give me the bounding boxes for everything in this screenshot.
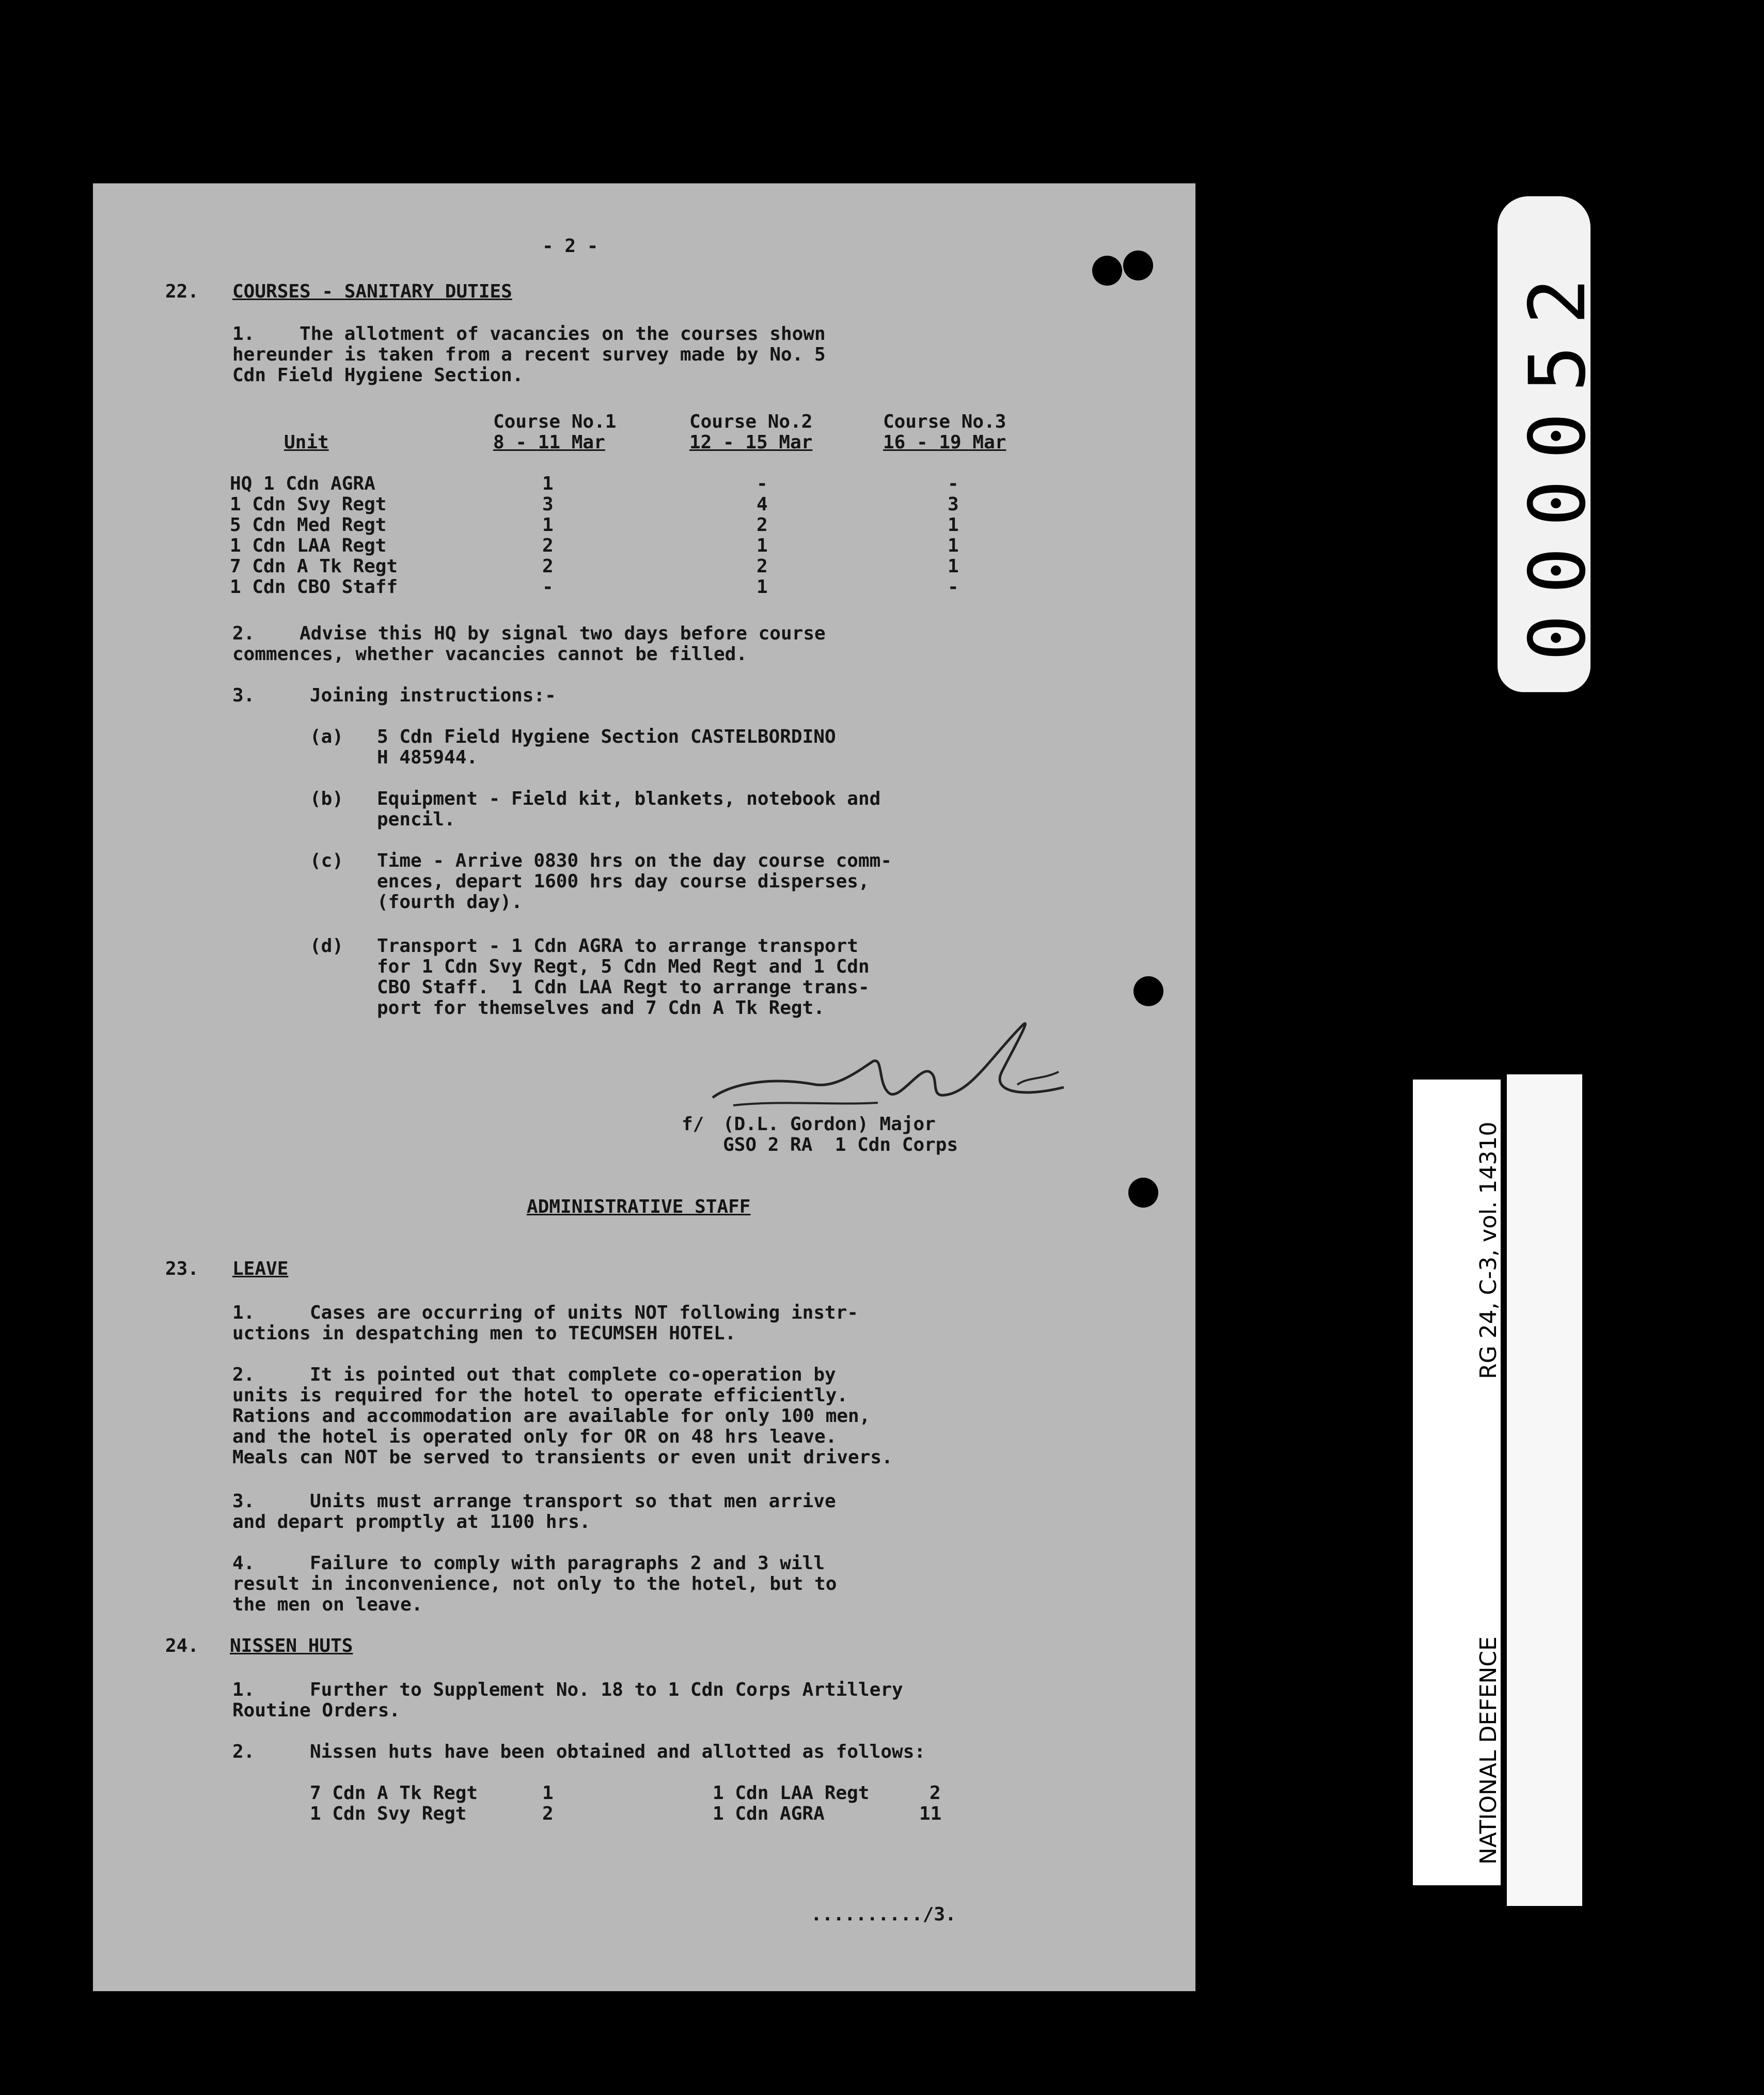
- unit-cell: 1 Cdn LAA Regt: [230, 535, 387, 556]
- item-line: Equipment - Field kit, blankets, notebook and: [377, 788, 881, 809]
- para-number: 1.: [232, 323, 255, 345]
- allot-count: 2: [930, 1783, 941, 1804]
- item-line: Transport - 1 Cdn AGRA to arrange transport: [377, 935, 858, 957]
- para-line: Nissen huts have been obtained and allotted as follows:: [310, 1741, 926, 1762]
- item-label: (b): [310, 788, 344, 809]
- course-2-cell: 1: [757, 535, 768, 556]
- allot-unit: 1 Cdn LAA Regt: [713, 1783, 870, 1804]
- para-line: Units must arrange transport so that men arrive: [310, 1491, 836, 1512]
- section-23-number: 23.: [165, 1258, 199, 1279]
- para-line: uctions in despatching men to TECUMSEH HOTEL.: [232, 1323, 736, 1344]
- course-2-cell: 2: [757, 514, 768, 536]
- para-number: 3.: [232, 685, 255, 706]
- page-number: - 2 -: [542, 236, 598, 257]
- section-23-heading: LEAVE: [232, 1258, 289, 1279]
- course-2-cell: -: [757, 473, 768, 494]
- signatory-name: (D.L. Gordon) Major: [723, 1114, 936, 1135]
- unit-cell: 1 Cdn CBO Staff: [230, 576, 398, 598]
- course-3-cell: 3: [948, 494, 959, 515]
- punch-hole: [1123, 251, 1153, 280]
- para-number: 2.: [232, 1364, 255, 1385]
- course-1-cell: 2: [542, 556, 554, 577]
- para-number: 4.: [232, 1553, 255, 1574]
- item-line: for 1 Cdn Svy Regt, 5 Cdn Med Regt and 1 Cdn: [377, 956, 870, 977]
- para-number: 1.: [232, 1679, 255, 1700]
- unit-column-header: Unit: [284, 432, 329, 453]
- para-number: 2.: [232, 623, 255, 644]
- item-label: (d): [310, 935, 344, 957]
- course-3-cell: 1: [948, 514, 959, 536]
- para-line: and depart promptly at 1100 hrs.: [232, 1511, 591, 1533]
- punch-hole: [1128, 1178, 1158, 1208]
- para-line: Further to Supplement No. 18 to 1 Cdn Corps Artillery: [310, 1679, 903, 1700]
- item-line: pencil.: [377, 809, 455, 830]
- reference-stamp: [1413, 1080, 1501, 1885]
- course-3-cell: 1: [948, 556, 959, 577]
- course-1-cell: 2: [542, 535, 554, 556]
- allot-count: 1: [542, 1783, 554, 1804]
- item-line: port for themselves and 7 Cdn A Tk Regt.: [377, 997, 825, 1019]
- section-22-number: 22.: [165, 281, 199, 302]
- item-label: (a): [310, 726, 344, 747]
- unit-cell: 7 Cdn A Tk Regt: [230, 556, 398, 577]
- unit-cell: HQ 1 Cdn AGRA: [230, 473, 375, 494]
- archives-stamp: [1507, 1074, 1702, 1906]
- document-page: [93, 183, 1195, 1991]
- frame-number-label: [1498, 196, 1603, 692]
- punch-hole: [1092, 256, 1122, 286]
- para-line: Joining instructions:-: [310, 685, 556, 706]
- allot-unit: 1 Cdn Svy Regt: [310, 1803, 467, 1824]
- course-2-dates: 12 - 15 Mar: [689, 432, 813, 453]
- allot-count: 11: [919, 1803, 942, 1824]
- para-number: 2.: [232, 1741, 255, 1762]
- para-line: Meals can NOT be served to transients or even unit drivers.: [232, 1447, 893, 1468]
- para-line: hereunder is taken from a recent survey made by No. 5: [232, 344, 826, 365]
- para-line: The allotment of vacancies on the courses shown: [300, 323, 826, 345]
- department-label: NATIONAL DEFENCE: [1475, 1636, 1502, 1865]
- punch-hole: [1133, 976, 1163, 1006]
- para-line: the men on leave.: [232, 1594, 423, 1615]
- course-2-cell: 1: [757, 576, 768, 598]
- course-3-cell: -: [948, 473, 959, 494]
- allot-unit: 7 Cdn A Tk Regt: [310, 1783, 478, 1804]
- para-line: Routine Orders.: [232, 1700, 401, 1721]
- section-24-heading: NISSEN HUTS: [230, 1635, 353, 1656]
- course-1-cell: 3: [542, 494, 554, 515]
- course-1-title: Course No.1: [493, 411, 617, 432]
- course-2-cell: 4: [757, 494, 768, 515]
- para-number: 1.: [232, 1302, 255, 1323]
- item-line: Time - Arrive 0830 hrs on the day course comm-: [377, 850, 892, 871]
- item-line: CBO Staff. 1 Cdn LAA Regt to arrange trans-: [377, 977, 870, 998]
- course-3-cell: 1: [948, 535, 959, 556]
- administrative-staff-heading: ADMINISTRATIVE STAFF: [527, 1196, 751, 1217]
- unit-cell: 5 Cdn Med Regt: [230, 514, 387, 536]
- para-line: and the hotel is operated only for OR on 48 hrs leave.: [232, 1426, 837, 1447]
- course-3-cell: -: [948, 576, 959, 598]
- para-line: Cdn Field Hygiene Section.: [232, 365, 524, 386]
- continued-marker: ........../3.: [811, 1904, 956, 1925]
- item-label: (c): [310, 850, 344, 871]
- para-line: result in inconvenience, not only to the hotel, but to: [232, 1573, 837, 1594]
- allot-unit: 1 Cdn AGRA: [713, 1803, 825, 1824]
- course-3-dates: 16 - 19 Mar: [883, 432, 1006, 453]
- para-line: commences, whether vacancies cannot be filled.: [232, 644, 747, 665]
- item-line: H 485944.: [377, 747, 478, 768]
- item-line: ences, depart 1600 hrs day course disperses,: [377, 871, 870, 892]
- unit-cell: 1 Cdn Svy Regt: [230, 494, 387, 515]
- course-2-title: Course No.2: [689, 411, 813, 432]
- para-line: Failure to comply with paragraphs 2 and 3 will: [310, 1553, 825, 1574]
- para-line: Rations and accommodation are available for only 100 men,: [232, 1405, 871, 1427]
- item-line: 5 Cdn Field Hygiene Section CASTELBORDINO: [377, 726, 836, 747]
- section-24-number: 24.: [165, 1635, 199, 1656]
- course-3-title: Course No.3: [883, 411, 1006, 432]
- para-line: Cases are occurring of units NOT following instr-: [310, 1302, 859, 1323]
- course-1-cell: 1: [542, 473, 554, 494]
- section-22-heading: COURSES - SANITARY DUTIES: [232, 281, 512, 302]
- archives-name: National Archives of Canada Archives nationales du Canada: [1578, 1227, 1702, 1674]
- course-1-cell: 1: [542, 514, 554, 536]
- para-line: It is pointed out that complete co-operation by: [310, 1364, 836, 1385]
- para-number: 3.: [232, 1491, 255, 1512]
- signature-pp: f/: [682, 1114, 704, 1135]
- para-line: units is required for the hotel to operate efficiently.: [232, 1385, 848, 1406]
- course-1-dates: 8 - 11 Mar: [493, 432, 605, 453]
- course-2-cell: 2: [757, 556, 768, 577]
- para-line: Advise this HQ by signal two days before course: [300, 623, 826, 644]
- allot-count: 2: [542, 1803, 554, 1824]
- record-group-reference: RG 24, C-3, vol. 14310: [1475, 1121, 1502, 1379]
- signatory-title: GSO 2 RA 1 Cdn Corps: [723, 1134, 958, 1155]
- frame-number: 000052: [1513, 257, 1603, 661]
- item-line: (fourth day).: [377, 892, 523, 913]
- course-1-cell: -: [542, 576, 554, 598]
